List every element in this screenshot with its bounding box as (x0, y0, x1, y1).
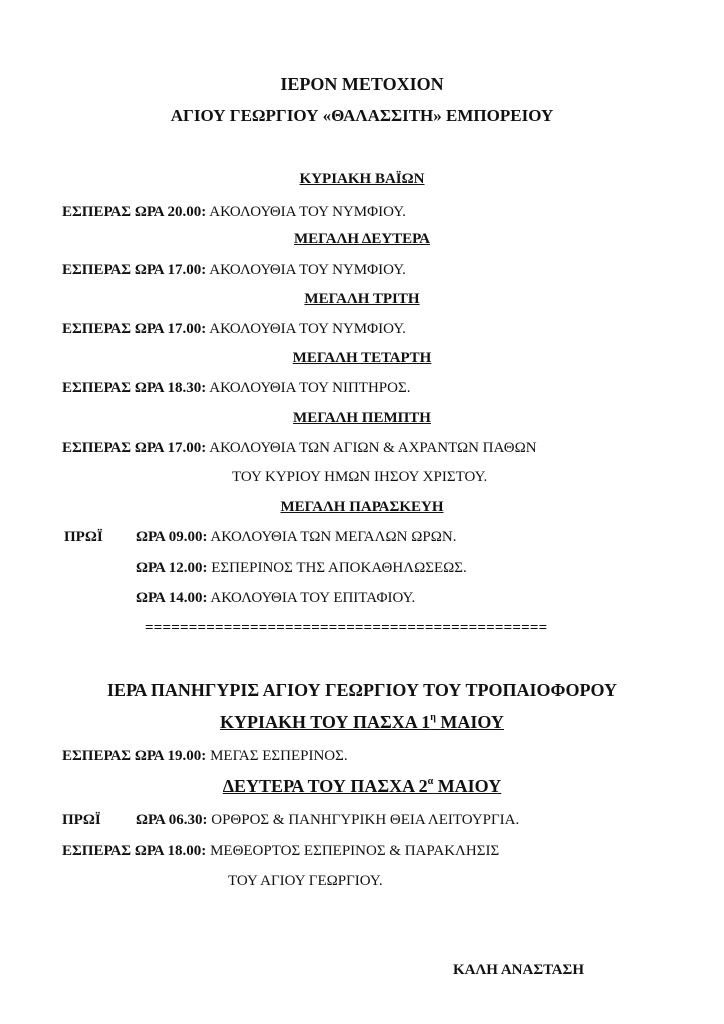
closing-greeting: ΚΑΛΗ ΑΝΑΣΤΑΣΗ (453, 962, 585, 978)
day-title-palm-sunday: ΚΥΡΙΑΚΗ ΒΑΪΩΝ (299, 171, 425, 187)
time-label: ΕΣΠΕΡΑΣ ΩΡΑ 20.00: (62, 204, 207, 220)
service-text: ΜΕΘΕΟΡΤΟΣ ΕΣΠΕΡΙΝΟΣ & ΠΑΡΑΚΛΗΣΙΣ (206, 843, 500, 859)
schedule-line-tuesday (62, 319, 406, 339)
service-text: ΜΕΓΑΣ ΕΣΠΕΡΙΝΟΣ. (206, 748, 348, 764)
service-text: ΑΚΟΛΟΥΘΙΑ ΤΟΥ ΝΙΠΤΗΡΟΣ. (206, 380, 411, 396)
schedule-line-monday (62, 260, 406, 280)
easter-sunday-title: ΚΥΡΙΑΚΗ ΤΟΥ ΠΑΣΧΑ $1^\eta$ ΜΑΙΟΥ (220, 712, 504, 732)
day-title-thursday: ΜΕΓΑΛΗ ΠΕΜΠΤΗ (293, 410, 431, 426)
friday-item-1 (136, 527, 456, 547)
monday-evening-schedule (62, 841, 499, 861)
service-text: ΑΚΟΛΟΥΘΙΑ ΤΟΥ ΝΥΜΦΙΟΥ. (206, 262, 406, 278)
service-text: ΑΚΟΛΟΥΘΙΑ ΤΩΝ ΑΓΙΩΝ & ΑΧΡΑΝΤΩΝ ΠΑΘΩΝ (206, 440, 537, 456)
service-text: ΑΚΟΛΟΥΘΙΑ ΤΩΝ ΜΕΓΑΛΩΝ ΩΡΩΝ. (207, 529, 457, 545)
service-text: ΑΚΟΛΟΥΘΙΑ ΤΟΥ ΝΥΜΦΙΟΥ. (206, 204, 406, 220)
monday-morning-schedule (136, 810, 519, 830)
schedule-line-wednesday (62, 378, 410, 398)
day-title-monday: ΜΕΓΑΛΗ ΔΕΥΤΕΡΑ (294, 231, 430, 247)
friday-item-3 (136, 588, 415, 608)
day-title-friday: ΜΕΓΑΛΗ ΠΑΡΑΣΚΕΥΗ (280, 499, 444, 515)
service-text: ΕΣΠΕΡΙΝΟΣ ΤΗΣ ΑΠΟΚΑΘΗΛΩΣΕΩΣ. (207, 560, 467, 576)
friday-item-2 (136, 558, 467, 578)
time-label: ΕΣΠΕΡΑΣ ΩΡΑ 19.00: (62, 748, 207, 764)
day-title-wednesday: ΜΕΓΑΛΗ ΤΕΤΑΡΤΗ (292, 350, 432, 366)
schedule-continuation-thursday: ΤΟΥ ΚΥΡΙΟΥ ΗΜΩΝ ΙΗΣΟΥ ΧΡΙΣΤΟΥ. (232, 469, 488, 485)
service-text: ΑΚΟΛΟΥΘΙΑ ΤΟΥ ΕΠΙΤΑΦΙΟΥ. (207, 590, 416, 606)
time-label: ΩΡΑ 12.00: (136, 560, 208, 576)
time-label: ΕΣΠΕΡΑΣ ΩΡΑ 17.00: (62, 321, 207, 337)
time-label: ΕΣΠΕΡΑΣ ΩΡΑ 17.00: (62, 262, 207, 278)
time-label: ΕΣΠΕΡΑΣ ΩΡΑ 17.00: (62, 440, 207, 456)
time-label: ΕΣΠΕΡΑΣ ΩΡΑ 18.00: (62, 843, 207, 859)
schedule-line-palm-sunday (62, 202, 406, 222)
time-label: ΕΣΠΕΡΑΣ ΩΡΑ 18.30: (62, 380, 207, 396)
monday-evening-continuation: ΤΟΥ ΑΓΙΟΥ ΓΕΩΡΓΙΟΥ. (228, 873, 383, 889)
easter-monday-title: ΔΕΥΤΕΡΑ ΤΟΥ ΠΑΣΧΑ $2^\alpha$ ΜΑΙΟΥ (222, 776, 502, 796)
separator-line: ============================================== (145, 620, 548, 636)
monday-period-label: ΠΡΩΪ (62, 812, 101, 828)
day-title-tuesday: ΜΕΓΑΛΗ ΤΡΙΤΗ (304, 291, 420, 307)
service-text: ΟΡΘΡΟΣ & ΠΑΝΗΓΥΡΙΚΗ ΘΕΙΑ ΛΕΙΤΟΥΡΓΙΑ. (207, 812, 520, 828)
easter-sunday-schedule (62, 746, 348, 766)
header-line-1: ΙΕΡΟΝ ΜΕΤΟΧΙΟΝ (280, 74, 444, 94)
service-text: ΑΚΟΛΟΥΘΙΑ ΤΟΥ ΝΥΜΦΙΟΥ. (206, 321, 406, 337)
time-label: ΩΡΑ 09.00: (136, 529, 208, 545)
time-label: ΩΡΑ 14.00: (136, 590, 208, 606)
feast-title: ΙΕΡΑ ΠΑΝΗΓΥΡΙΣ ΑΓΙΟΥ ΓΕΩΡΓΙΟΥ ΤΟΥ ΤΡΟΠΑΙΟΦΟΡΟΥ (107, 680, 617, 700)
time-label: ΩΡΑ 06.30: (136, 812, 208, 828)
schedule-line-thursday (62, 438, 537, 458)
header-line-2: ΑΓΙΟΥ ΓΕΩΡΓΙΟΥ «ΘΑΛΑΣΣΙΤΗ» ΕΜΠΟΡΕΙΟΥ (170, 106, 554, 125)
friday-period-label: ΠΡΩΪ (64, 529, 103, 545)
